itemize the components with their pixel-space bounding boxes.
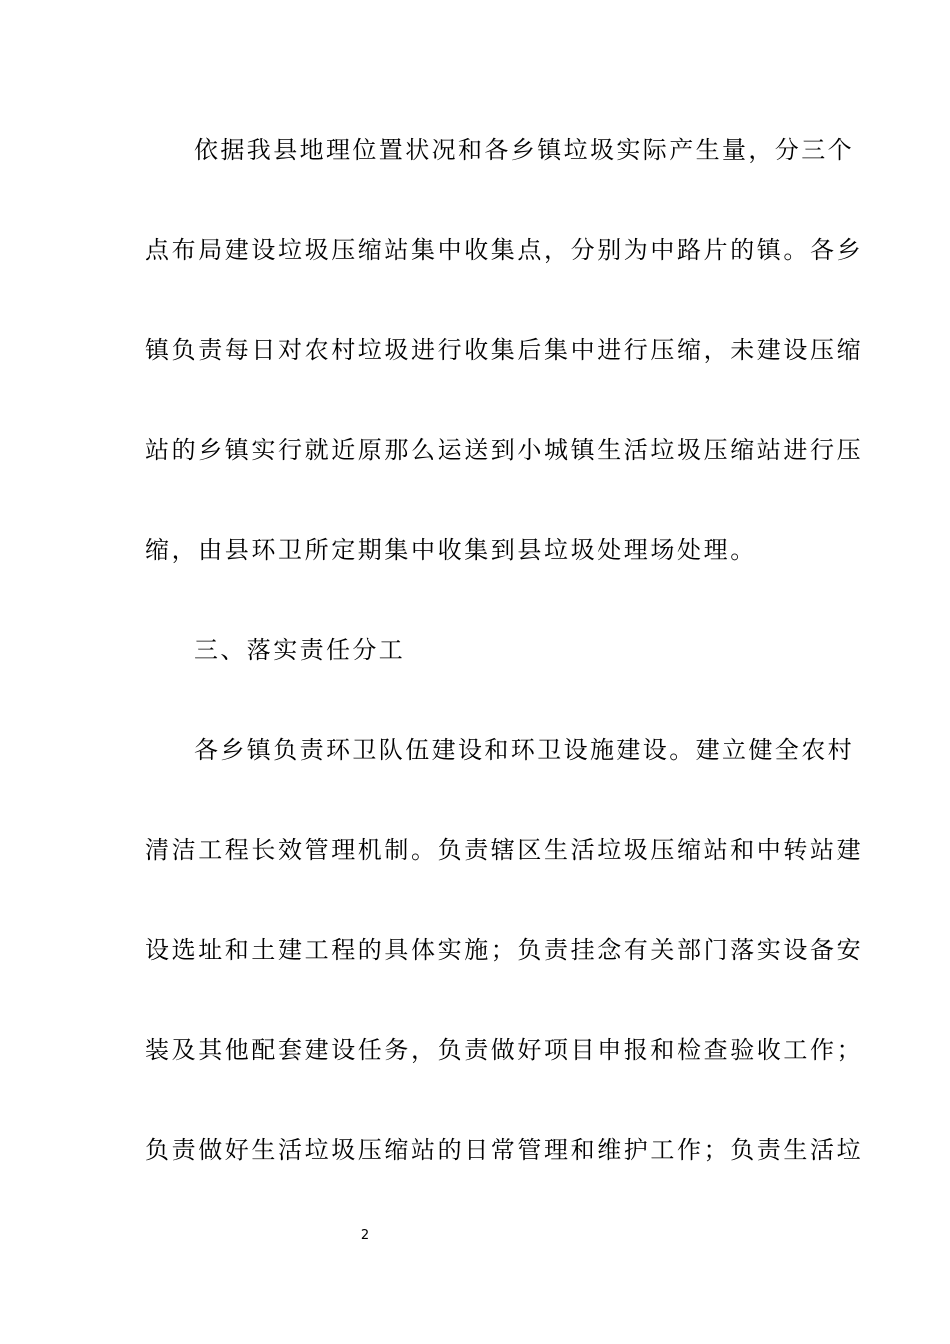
- text-line: 站的乡镇实行就近原那么运送到小城镇生活垃圾压缩站进行压: [145, 436, 864, 464]
- paragraph-1-line-2: [0, 230, 950, 270]
- text-line: 依据我县地理位置状况和各乡镇垃圾实际产生量，分三个: [194, 136, 854, 164]
- paragraph-2-line-1: [0, 730, 950, 770]
- text-line: 清洁工程长效管理机制。负责辖区生活垃圾压缩站和中转站建: [145, 836, 864, 864]
- paragraph-1-line-1: [0, 130, 950, 170]
- heading-text: 三、落实责任分工: [194, 636, 406, 664]
- paragraph-1-line-5: [0, 530, 950, 570]
- paragraph-1-line-4: [0, 430, 950, 470]
- text-line: 设选址和土建工程的具体实施；负责挂念有关部门落实设备安: [145, 936, 864, 964]
- text-line: 缩，由县环卫所定期集中收集到县垃圾处理场处理。: [145, 536, 757, 564]
- paragraph-2-line-5: [0, 1130, 950, 1170]
- text-line: 负责做好生活垃圾压缩站的日常管理和维护工作；负责生活垃: [145, 1136, 864, 1164]
- text-line: 点布局建设垃圾压缩站集中收集点，分别为中路片的镇。各乡: [145, 236, 864, 264]
- text-line: 各乡镇负责环卫队伍建设和环卫设施建设。建立健全农村: [194, 736, 854, 764]
- paragraph-2-line-4: [0, 1030, 950, 1070]
- paragraph-1-line-3: [0, 330, 950, 370]
- text-line: 镇负责每日对农村垃圾进行收集后集中进行压缩，未建设压缩: [145, 336, 864, 364]
- paragraph-2-line-2: [0, 830, 950, 870]
- page-number: 2: [360, 1228, 370, 1243]
- section-heading: [0, 630, 950, 670]
- text-line: 装及其他配套建设任务，负责做好项目申报和检查验收工作；: [145, 1036, 864, 1064]
- paragraph-2-line-3: [0, 930, 950, 970]
